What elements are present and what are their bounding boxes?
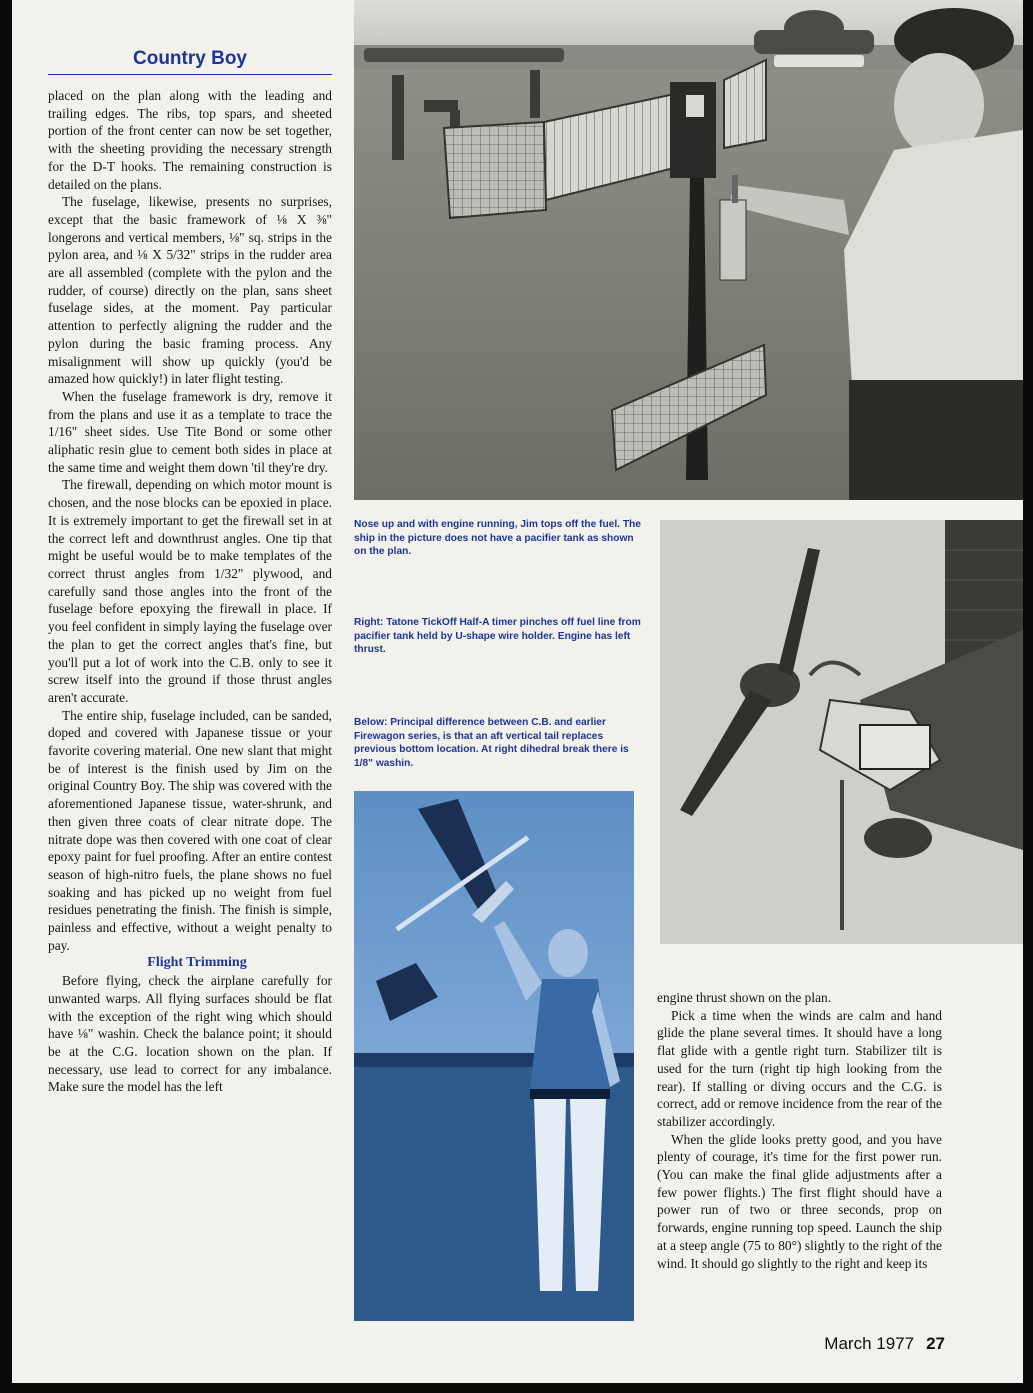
section-heading-flight-trimming: Flight Trimming [147,955,247,971]
paragraph-2: The fuselage, likewise, presents no surprises, except that the basic framework of ⅛ X ⅜" longerons and vertical members, ⅛" sq. strips in the pylon area, and ⅛ X 5/32" strips in the rudder area are all assembled (complete with the pylon and the rudder, of course) directly on the plan, sans sheet fuselage sides, at the moment. Pay particular attention to perfectly aligning the rudder and the pylon during the basic framing process. Any misalignment will show up quickly (you'd be amazed how quickly!) in later flight testing. [48,194,332,387]
right-first-line: engine thrust shown on the plan. [657,990,832,1005]
caption-fueling: Nose up and with engine running, Jim tops off the fuel. The ship in the picture does not have a pacifier tank as shown on the plan. [354,519,641,558]
right-paragraph-2: When the glide looks pretty good, and you have plenty of courage, it's time for the first power run. (You can make the final glide adjustments after a few power flights.) The first flight should have a power run of two or three seconds, prop on forwards, engine running top speed. Launch the ship at a steep angle (75 to 80°) slightly to the right of the wind. It should go slightly to the right and keep its [657,1131,942,1271]
caption-tail: Below: Principal difference between C.B. and earlier Firewagon series, is that an aft vertical tail replaces previous bottom location. At right dihedral break there is 1/8" washin. [354,717,629,769]
paragraph-4: The firewall, depending on which motor mount is chosen, and the nose blocks can be epoxied in place. It is extremely important to get the firewall set in at the correct left and downthrust angles. One tip that might be useful would be to make templates of the correct thrust angles from 1/32" plywood, and carefully sand those angles into the front of the fuselage before epoxying the firewall in place. If you feel confident in simply laying the fuselage over the plan to get the correct angles that's fine, but you'll put a lot of work into the C.B. only to see it screw itself into the ground if those thrust angles aren't accurate. [48,477,332,705]
article-running-head: Country Boy [48,48,332,75]
photo-jim-holding-model [354,791,634,1321]
paragraph-6: Before flying, check the airplane carefully for unwanted warps. All flying surfaces should be flat with the exception of the right wing which should have ⅛" washin. Check the balance point; it should be at the C.G. location shown on the plan. If necessary, use lead to correct for any imbalance. Make sure the model has the left [48,973,332,1095]
page-footer [824,1334,945,1354]
caption-timer: Right: Tatone TickOff Half-A timer pinches off fuel line from pacifier tank held by U-shape wire holder. Engine has left thrust. [354,617,641,656]
issue-date: March 1977 [824,1334,915,1353]
photo-engine [660,520,1023,944]
paragraph-5: The entire ship, fuselage included, can be sanded, doped and covered with Japanese tissue or your favorite covering material. One new slant that might be of interest is the finish used by Jim on the original Country Boy. The ship was covered with the aforementioned Japanese tissue, water-shrunk, and then given three coats of clear nitrate dope. The nitrate dope was then covered with one coat of clear epoxy paint for fuel proofing. After an entire contest season of high-nitro fuels, the plane shows no fuel soaking and has picked up no weight from fuel residues penetrating the finish. The finish is simple, painless and effective, without a weight penalty to pay. [48,707,332,953]
magazine-page [12,0,1023,1383]
page-number: 27 [926,1334,945,1353]
column-left [48,87,332,1096]
photo-fueling [354,0,1023,500]
right-paragraph-1: Pick a time when the winds are calm and hand glide the plane several times. It should have a long flat glide with a gentle right turn. Stabilizer tilt is used for the turn (right tip high looking from the rear). If stalling or diving occurs and the C.G. is correct, add or remove incidence from the rear of the stabilizer accordingly. [657,1007,942,1129]
paragraph-1: placed on the plan along with the leading and trailing edges. The ribs, top spars, and sheeted portion of the front center can now be set together, with the sheeting providing the necessary strength for the D-T hooks. The remaining construction is detailed on the plans. [48,88,332,192]
column-right [657,989,942,1272]
paragraph-3: When the fuselage framework is dry, remove it from the plans and use it as a template to trace the 1/16" sheet sides. Use Tite Bond or some other aliphatic resin glue to cement both sides in place at the same time and weight them down 'til they're dry. [48,388,332,475]
